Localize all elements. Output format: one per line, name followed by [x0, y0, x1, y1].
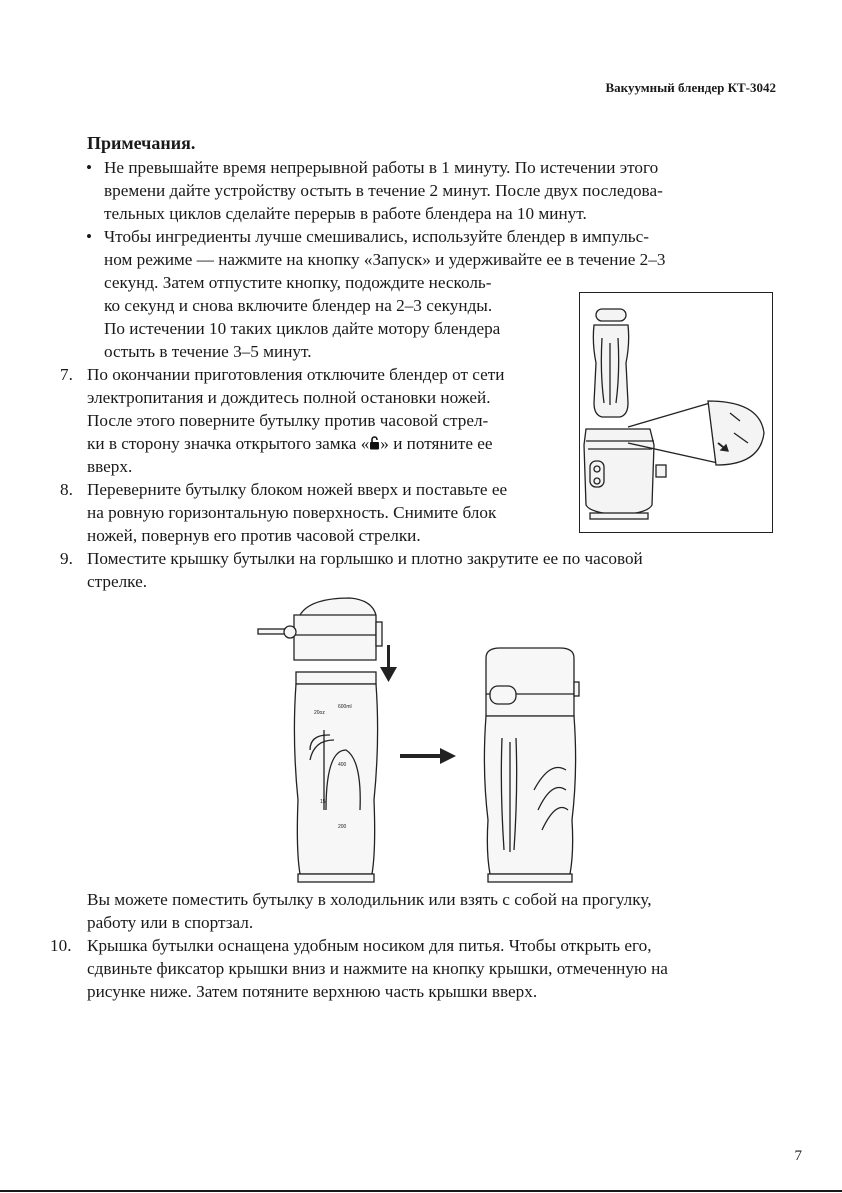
step-9-line-2: стрелке.: [87, 572, 147, 591]
step-7-line-5: вверх.: [87, 457, 133, 476]
scale-mark-600ml: 600ml: [338, 704, 352, 710]
step-7-line-1: По окончании приготовления отключите блендер от сети: [87, 365, 505, 384]
note-2-line-5: По истечении 10 таких циклов дайте мотору блендера: [104, 319, 501, 338]
note-1-line-2: времени дайте устройству остыть в течение 2 минут. После двух последова-: [104, 181, 663, 200]
step-10-number: 10.: [50, 936, 72, 955]
step-10-line-2: сдвиньте фиксатор крышки вниз и нажмите на кнопку крышки, отмеченную на: [87, 959, 668, 978]
fridge-line-1: Вы можете поместить бутылку в холодильник или взять с собой на прогулку,: [87, 890, 652, 909]
blender-drawing: [580, 293, 772, 532]
step-10-line-3: рисунке ниже. Затем потяните верхнюю часть крышки вверх.: [87, 982, 538, 1001]
note-2-line-4: ко секунд и снова включите блендер на 2–3 секунды.: [104, 296, 493, 315]
step-9-line-1: Поместите крышку бутылки на горлышко и плотно закрутите ее по часовой: [87, 549, 643, 568]
fridge-line-2: работу или в спортзал.: [87, 913, 254, 932]
notes-title: Примечания.: [87, 133, 196, 153]
note-2-line-6: остыть в течение 3–5 минут.: [104, 342, 312, 361]
scale-mark-20oz: 20oz: [314, 710, 325, 716]
scale-mark-400: 400: [338, 762, 347, 768]
step-9-number: 9.: [60, 549, 73, 568]
bottle-lid-drawing: [250, 590, 590, 890]
scale-mark-15: 15: [320, 799, 326, 805]
note-2-line-3: секунд. Затем отпустите кнопку, подождите несколь-: [104, 273, 492, 292]
page-bottom-rule: [0, 1190, 842, 1192]
step-8-line-1: Переверните бутылку блоком ножей вверх и поставьте ее: [87, 480, 508, 499]
step-8-line-3: ножей, повернув его против часовой стрелки.: [87, 526, 421, 545]
step-8-number: 8.: [60, 480, 73, 499]
bullet-marker: •: [86, 158, 93, 177]
blender-unlock-illustration: [579, 292, 773, 533]
note-1-line-3: тельных циклов сделайте перерыв в работе блендера на 10 минут.: [104, 204, 587, 223]
step-8-line-2: на ровную горизонтальную поверхность. Снимите блок: [87, 503, 497, 522]
step-7-line-3: После этого поверните бутылку против часовой стрел-: [87, 411, 489, 430]
page-number: 7: [794, 1148, 802, 1164]
bullet-marker: •: [86, 227, 93, 246]
step-7-number: 7.: [60, 365, 73, 384]
step-7-line-2: электропитания и дождитесь полной остановки ножей.: [87, 388, 491, 407]
step-7-line-4: ки в сторону значка открытого замка « » и потяните ее: [87, 434, 493, 453]
running-header: Вакуумный блендер КТ-3042: [605, 80, 776, 95]
note-2-line-1: Чтобы ингредиенты лучше смешивались, используйте блендер в импульс-: [104, 227, 649, 246]
step-10-line-1: Крышка бутылки оснащена удобным носиком для питья. Чтобы открыть его,: [87, 936, 652, 955]
bottle-lid-illustration: [250, 590, 590, 890]
scale-mark-200: 200: [338, 824, 347, 830]
open-lock-icon: [369, 436, 380, 450]
note-2-line-2: ном режиме — нажмите на кнопку «Запуск» и удерживайте ее в течение 2–3: [104, 250, 666, 269]
note-1-line-1: Не превышайте время непрерывной работы в 1 минуту. По истечении этого: [104, 158, 659, 177]
